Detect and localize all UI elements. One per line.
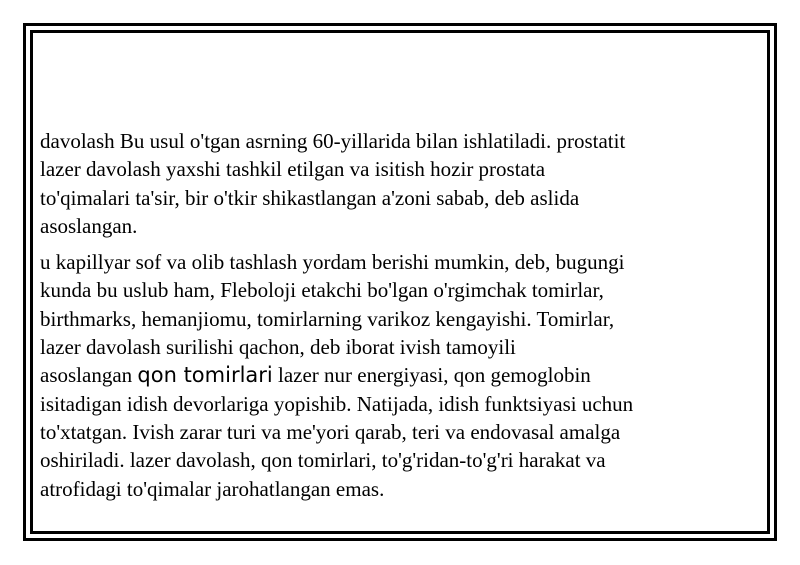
paragraph-2-line: u kapillyar sof va olib tashlash yordam berishi mumkin, deb, bugungi xyxy=(40,250,625,275)
line-text: asoslangan xyxy=(40,363,138,388)
paragraph-1-line: asoslangan. xyxy=(40,213,138,238)
document-text xyxy=(40,127,760,503)
paragraph-2-line: isitadigan idish devorlariga yopishib. Natijada, idish funktsiyasi uchun xyxy=(40,391,634,416)
paragraph-2-line: lazer davolash surilishi qachon, deb iborat ivish tamoyili xyxy=(40,335,516,360)
paragraph-1-line: lazer davolash yaxshi tashkil etilgan va isitish hozir prostata xyxy=(40,157,546,182)
paragraph-1-line: to'qimalari ta'sir, bir o'tkir shikastlangan a'zoni sabab, deb aslida xyxy=(40,185,580,210)
line-text: lazer nur energiyasi, qon gemoglobin xyxy=(272,363,591,388)
paragraph-spacer xyxy=(40,240,760,248)
paragraph-1-line: davolash Bu usul o'tgan asrning 60-yillarida bilan ishlatiladi. prostatit xyxy=(40,129,626,153)
paragraph-2-line: oshiriladi. lazer davolash, qon tomirlari, to'g'ridan-to'g'ri harakat va xyxy=(40,448,606,473)
paragraph-2-line: atrofidagi to'qimalar jarohatlangan emas. xyxy=(40,476,385,501)
paragraph-2-line xyxy=(40,361,760,389)
highlighted-phrase: qon tomirlari xyxy=(137,363,273,388)
paragraph-2-line: kunda bu uslub ham, Fleboloji etakchi bo'lgan o'rgimchak tomirlar, xyxy=(40,278,604,303)
paragraph-2-line: birthmarks, hemanjiomu, tomirlarning varikoz kengayishi. Tomirlar, xyxy=(40,306,615,331)
paragraph-2-line: to'xtatgan. Ivish zarar turi va me'yori qarab, teri va endovasal amalga xyxy=(40,419,621,444)
